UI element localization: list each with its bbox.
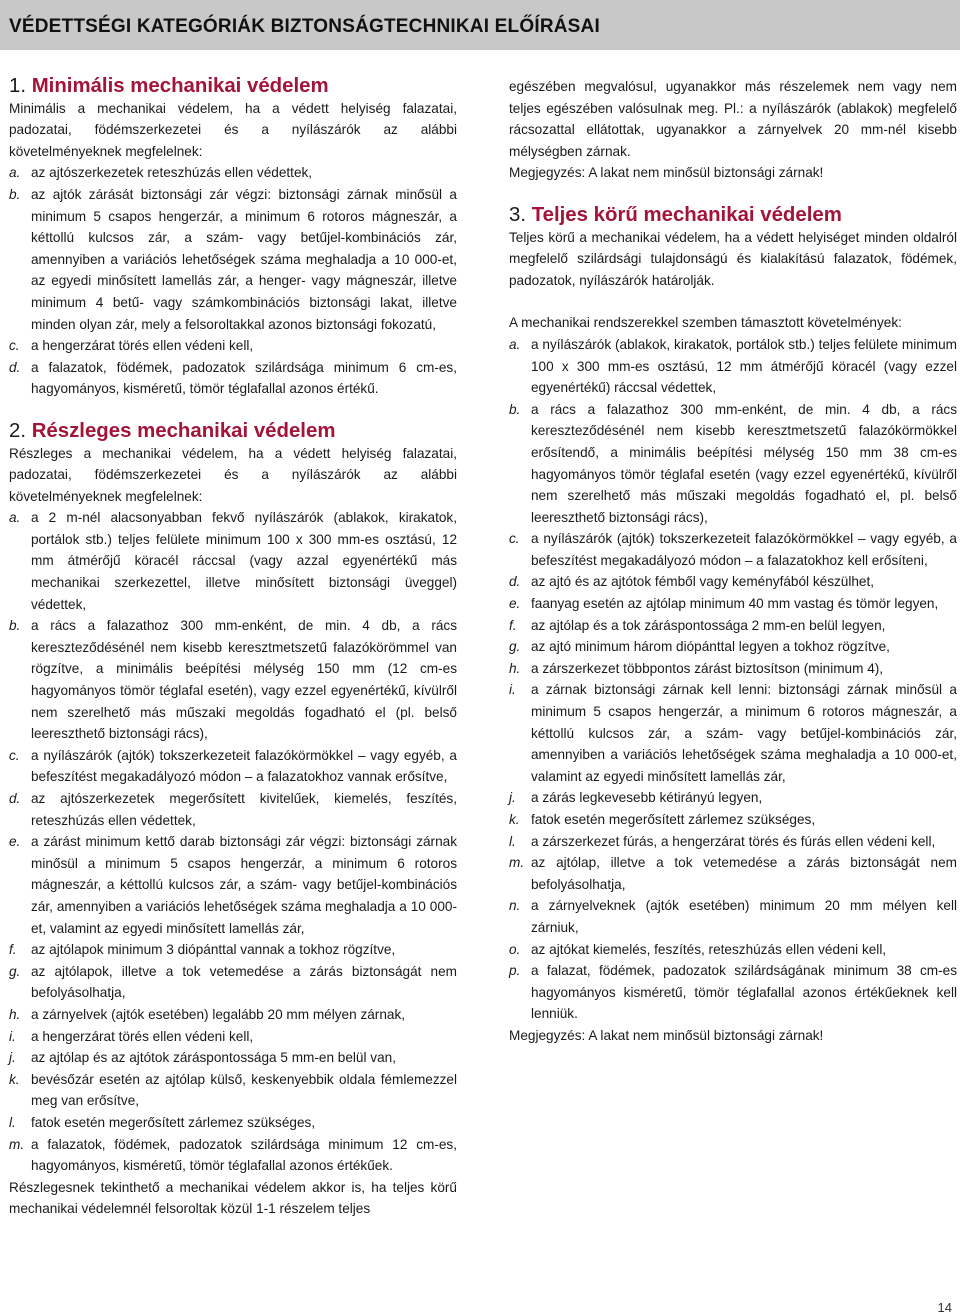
list-letter: g. xyxy=(9,963,21,979)
list-item xyxy=(9,788,457,831)
list-item xyxy=(509,852,957,895)
list-letter: b. xyxy=(509,401,521,417)
list-item xyxy=(9,615,457,745)
list-text: a falazatok, födémek, padozatok szilárdsága minimum 12 cm-es, hagyományos, kisméretű, tömör téglafallal azonos értékűek. xyxy=(31,1136,457,1174)
list-text: bevésőzár esetén az ajtólap külső, keskenyebbik oldala fémlemezzel meg van erősítve, xyxy=(31,1071,457,1109)
list-text: a rács a falazathoz 300 mm-enként, de min. 4 db, a rács kereszteződésénél nem kisebb keresztmetszetű falazókörmökkel erősítendő, a minimális beépítési mélység 150 mm 38 cm-es hagyományos tömör téglafal esetén (vagy ezzel egyenértékű, kívülről nem szerelhető más műszaki megoldás fogadható el, pl. belső leereszthető biztonsági rács), xyxy=(531,401,957,525)
list-text: az ajtólap és az ajtótok záráspontossága 5 mm-en belül van, xyxy=(31,1050,396,1066)
list-text: a zárnak biztonsági zárnak kell lenni: biztonsági zárnak minősül a minimum 5 csapos hengerzár, a minimum 6 rotoros mágneszár, a kéttollú kulcsos zár, a szám- vagy betűjel-kombinációs zár, amennyiben a variációs lehetőségek száma meghaladja a 10 000-et, valamint az egyedi minősített lamellás zár, xyxy=(531,682,957,784)
section-3-number: 3. xyxy=(509,203,527,226)
list-text: az ajtólap, illetve a tok vetemedése a zárás biztonságát nem befolyásolhatja, xyxy=(531,855,957,892)
list-letter: l. xyxy=(509,833,516,849)
list-letter: h. xyxy=(509,660,521,676)
list-item xyxy=(9,1069,457,1112)
list-letter: p. xyxy=(509,963,521,979)
list-text: a 2 m-nél alacsonyabban fekvő nyílászárók (ablakok, kirakatok, portálok stb.) teljes felülete minimum 100 x 300 mm-es osztású, 12 mm átmérőjű köracél ráccsal (vagy azzal egyenértékű más mechanikai szerkezettel, illetve minősített biztonsági üveggel) védettek, xyxy=(31,510,457,612)
list-item xyxy=(9,357,457,400)
section-1-number: 1. xyxy=(9,75,27,97)
section-3 xyxy=(509,205,957,1047)
list-item xyxy=(509,399,957,529)
list-text: a zárnyelvek (ajtók esetében) legalább 20 mm mélyen zárnak, xyxy=(31,1006,406,1022)
list-letter: m. xyxy=(509,855,525,871)
list-letter: c. xyxy=(509,531,520,547)
list-letter: f. xyxy=(509,617,517,633)
list-text: a zárszerkezet többpontos zárást biztosítson (minimum 4), xyxy=(531,660,884,676)
list-item xyxy=(509,658,957,680)
list-text: fatok esetén megerősített zárlemez szükséges, xyxy=(531,812,816,827)
section-2-intro: Részleges a mechanikai védelem, ha a védett helyiség falazatai, padozatai, födémszerkezetei és a nyílászárók az alábbi követelményeknek megfelelnek: xyxy=(9,445,457,504)
list-letter: d. xyxy=(9,791,21,806)
list-text: a zárás legkevesebb kétirányú legyen, xyxy=(531,790,763,806)
list-letter: e. xyxy=(509,596,521,612)
page-number: 14 xyxy=(937,1300,952,1315)
list-letter: a. xyxy=(9,510,21,526)
list-item xyxy=(509,809,957,831)
requirements-intro: A mechanikai rendszerekkel szemben támasztott követelmények: xyxy=(509,315,902,331)
list-text: a hengerzárat törés ellen védeni kell, xyxy=(31,1028,254,1044)
list-text: az ajtólapok, illetve a tok vetemedése a zárás biztonságát nem befolyásolhatja, xyxy=(31,963,457,1001)
list-letter: i. xyxy=(509,682,516,698)
list-letter: m. xyxy=(9,1136,25,1152)
list-item xyxy=(9,335,457,357)
list-letter: d. xyxy=(509,574,521,590)
list-text: fatok esetén megerősített zárlemez szükséges, xyxy=(31,1114,316,1130)
list-item xyxy=(9,507,457,615)
section-2-title: Részleges mechanikai védelem xyxy=(31,419,336,442)
list-text: a rács a falazathoz 300 mm-enként, de min. 4 db, a rács kereszteződésénél nem kisebb keresztmetszetű falazókörömmel van rögzítve, a minimális beépítési mélység 150 mm (12 cm-es hagyományos tömör téglafal esetén), vagy ezzel egyenértékű, kívülről nem szerelhető más műszaki megoldás fogadható el (pl. belső leereszthető biztonsági rács), xyxy=(31,618,457,742)
section-1-intro: Minimális a mechanikai védelem, ha a védett helyiség falazatai, padozatai, födémszerkezetei és a nyílászárók az alábbi követelményeknek megfelelnek: xyxy=(9,100,457,159)
list-item xyxy=(9,831,457,939)
section-1-title: Minimális mechanikai védelem xyxy=(31,75,329,97)
list-item xyxy=(9,1004,457,1026)
section-3-intro: Teljes körű a mechanikai védelem, ha a védett helyiséget minden oldalról megfelelő szilárdsági tulajdonságú és kialakítású falazatok, födémek, padozatok, nyílászárók határolják. xyxy=(509,229,957,288)
list-letter: l. xyxy=(9,1114,16,1130)
list-item xyxy=(9,1112,457,1134)
list-text: a falazat, födémek, padozatok szilárdságának minimum 38 cm-es hagyományos kisméretű, tömör téglafallal azonos értékűeknek kell lenniük. xyxy=(531,963,957,1022)
list-text: az ajtók zárását biztonsági zár végzi: biztonsági zárnak minősül a minimum 5 csapos hengerzár, a minimum 6 rotoros mágneszár, a kéttollú kulcsos zár, a szám- vagy betűjel-kombinációs zár, amennyiben a variációs lehetőségek száma meghaladja a 10 000-et, az egyedi minősített lamellás zár, a henger- vagy mágneszár, illetve minimum 4 betű- vagy számkombinációs biztonsági lakat, illetve minden olyan zár, mely a felsoroltakkal azonos biztonsági fokozatú, xyxy=(31,186,457,332)
list-letter: a. xyxy=(9,165,21,181)
list-letter: k. xyxy=(9,1071,20,1087)
list-letter: b. xyxy=(9,618,21,634)
section-2-outro: Részlegesnek tekinthető a mechanikai védelem akkor is, ha teljes körű mechanikai védelemnél felsoroltak közül 1-1 részelem teljes xyxy=(9,1179,457,1217)
list-text: a hengerzárat törés ellen védeni kell, xyxy=(31,338,254,354)
list-text: faanyag esetén az ajtólap minimum 40 mm vastag és tömör legyen, xyxy=(531,596,939,612)
list-letter: o. xyxy=(509,941,521,957)
list-item xyxy=(509,636,957,658)
section-2-number: 2. xyxy=(9,419,27,442)
list-item xyxy=(9,745,457,788)
list-letter: h. xyxy=(9,1006,21,1022)
list-text: az ajtószerkezetek reteszhúzás ellen védettek, xyxy=(31,165,313,181)
list-item xyxy=(509,571,957,593)
list-letter: c. xyxy=(9,747,20,763)
list-item xyxy=(509,593,957,615)
spacer xyxy=(509,291,957,312)
list-text: az ajtó minimum három diópánttal legyen a tokhoz rögzítve, xyxy=(531,639,890,655)
page-title: VÉDETTSÉGI KATEGÓRIÁK BIZTONSÁGTECHNIKAI ELŐÍRÁSAI xyxy=(9,16,600,37)
section-2-heading xyxy=(9,421,457,443)
list-letter: f. xyxy=(9,942,17,958)
list-text: az ajtó és az ajtótok fémből vagy keményfából készülhet, xyxy=(531,574,875,590)
list-letter: k. xyxy=(509,812,520,827)
list-letter: g. xyxy=(509,639,521,655)
left-column xyxy=(9,76,457,1241)
section-1-heading xyxy=(9,76,457,98)
list-letter: n. xyxy=(509,898,521,914)
list-letter: i. xyxy=(9,1028,16,1044)
continuation-text: egészében megvalósul, ugyanakkor más részelemek nem vagy nem teljes egészében valósulnak meg. Pl.: a nyílászárók (ablakok) megfelelő rácsozattal ellátottak, ugyanakkor a zárnyelvek 20 mm-nél kisebb mélységben zárnak. xyxy=(509,79,957,159)
list-item xyxy=(509,895,957,938)
list-letter: e. xyxy=(9,834,21,850)
list-item xyxy=(509,679,957,787)
list-text: az ajtólap és a tok záráspontossága 2 mm-en belül legyen, xyxy=(531,617,886,633)
list-text: a nyílászárók (ajtók) tokszerkezeteit falazókörmökkel – vagy egyéb, a befeszítést megakadályozó módon – a falazatokhoz kell erősíteni, xyxy=(531,531,957,568)
list-text: az ajtószerkezetek megerősített kivitelűek, kiemelés, feszítés, reteszhúzás ellen védettek, xyxy=(31,791,457,828)
section-3-heading xyxy=(509,205,957,227)
list-letter: b. xyxy=(9,186,21,202)
list-text: az ajtókat kiemelés, feszítés, reteszhúzás ellen védeni kell, xyxy=(531,941,887,957)
list-item xyxy=(509,528,957,571)
note-2: Megjegyzés: A lakat nem minősül biztonsági zárnak! xyxy=(509,1027,824,1043)
list-letter: d. xyxy=(9,359,21,375)
list-letter: j. xyxy=(509,790,516,806)
list-letter: a. xyxy=(509,336,521,352)
list-item xyxy=(9,1026,457,1048)
section-2 xyxy=(9,421,457,1220)
list-text: az ajtólapok minimum 3 diópánttal vannak a tokhoz rögzítve, xyxy=(31,942,396,958)
section-3-title: Teljes körű mechanikai védelem xyxy=(531,203,842,226)
list-item xyxy=(9,1047,457,1069)
list-item xyxy=(9,184,457,335)
list-text: a nyílászárók (ajtók) tokszerkezeteit falazókörmökkel – vagy egyéb, a befeszítést megakadályozó módon – a falazatokhoz vannak erősítve, xyxy=(31,747,457,785)
list-text: a zárnyelveknek (ajtók esetében) minimum 20 mm mélyen kell zárniuk, xyxy=(531,898,957,935)
list-letter: c. xyxy=(9,338,20,354)
section-1 xyxy=(9,76,457,400)
list-item xyxy=(509,615,957,637)
list-text: a zárást minimum kettő darab biztonsági zár végzi: biztonsági zárnak minősül a minimum 5 csapos hengerzár, a minimum 6 rotoros mágneszár, a kéttollú kulcsos zár, a szám- vagy betűjel-kombinációs zár, amennyiben a variációs lehetőségek száma meghaladja a 10 000-et, valamint az egyedi minősített lamellás zár, xyxy=(31,834,457,936)
note-1: Megjegyzés: A lakat nem minősül biztonsági zárnak! xyxy=(509,165,824,181)
list-item xyxy=(509,939,957,961)
list-item xyxy=(509,787,957,809)
list-item xyxy=(509,334,957,399)
list-text: a zárszerkezet fúrás, a hengerzárat törés és fúrás ellen védeni kell, xyxy=(531,833,936,849)
list-item xyxy=(9,1134,457,1177)
spacer xyxy=(509,184,957,205)
list-item xyxy=(9,162,457,184)
list-item xyxy=(9,961,457,1004)
list-text: a falazatok, födémek, padozatok szilárdsága minimum 6 cm-es, hagyományos, kisméretű, tömör téglafallal azonos értékű. xyxy=(31,359,457,397)
list-letter: j. xyxy=(9,1050,16,1066)
list-item xyxy=(509,831,957,853)
right-column xyxy=(509,76,957,1068)
list-item xyxy=(9,939,457,961)
list-text: a nyílászárók (ablakok, kirakatok, portálok stb.) teljes felülete minimum 100 x 300 mm-es osztású, 12 mm átmérőjű köracél (vagy ezzel egyenértékű) ráccsal védettek, xyxy=(531,336,957,396)
list-item xyxy=(509,960,957,1025)
